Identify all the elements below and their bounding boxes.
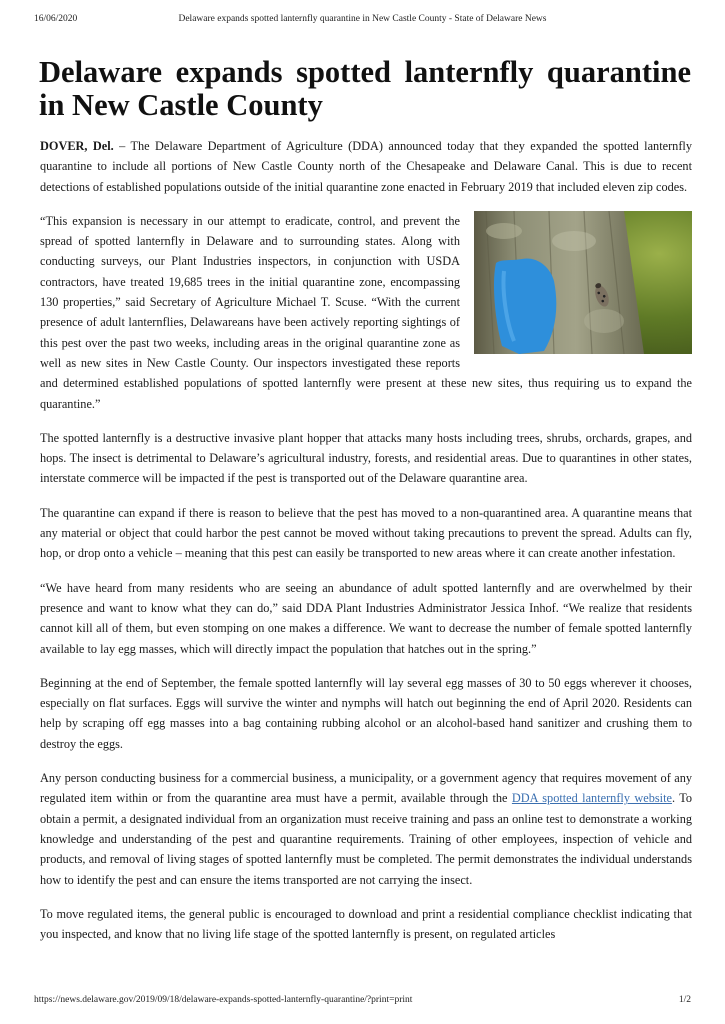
print-footer [34,995,691,1009]
paragraph-secretary-quote: “This expansion is necessary in our attempt to eradicate, control, and prevent the spread of spotted lanternfly in Delaware and to surrounding states. Along with conducting surveys, our Plant Industries inspectors, in conjunction with USDA contractors, have treated 19,685 trees in the initial quarantine zone, encompassing 130 properties,” said Secretary of Agriculture Michael T. Scuse. “With the current presence of adult lanternflies, Delawareans have been actively reporting sightings of this pest over the past two weeks, including areas in the original quarantine zone as well as new sites in New Castle County. Our inspectors investigated these reports and determined established populations of spotted lanternfly were present at these new sites, thus requiring us to expand the quarantine.” [40,213,692,411]
dda-website-link[interactable]: DDA spotted lanternfly website [511,791,672,806]
lanternfly-photo [474,211,692,354]
print-date: 16/06/2020 [34,14,78,24]
paragraph-quarantine-explanation: The quarantine can expand if there is reason to believe that the pest has moved to a non-quarantined area. A quarantine means that any material or object that could harbor the pest cannot be moved without taking precautions to prevent the spread. Adults can fly, hop, or drop onto a vehicle – meaning that this pest can easily be transported to new areas where it can create another infestation. [40,505,692,561]
paragraph-pest-description: The spotted lanternfly is a destructive invasive plant hopper that attacks many hosts including trees, shrubs, orchards, grapes, and hops. The insect is detrimental to Delaware’s agricultural industry, forests, and residential areas. Due to quarantines in other states, interstate commerce will be impacted if the pest is transported out of the Delaware quarantine area. [40,430,692,486]
print-url: https://news.delaware.gov/2019/09/18/delaware-expands-spotted-lanternfly-quarantine/?print=print [34,995,413,1005]
permit-text-after: . To obtain a permit, a designated individual from an organization must receive training and pass an online test to demonstrate a working knowledge and understanding of the pest and quarantine requirements. Training of other employees, inspection of vehicle and products, and removal of living stages of spotted lanternfly must be completed. The permit demonstrates the individual understands how to identify the pest and can ensure the items transported are not carrying the insect. [40,791,693,887]
paragraph-intro [40,136,692,197]
print-header [34,14,691,28]
intro-text: – The Delaware Department of Agriculture (DDA) announced today that they expanded the spotted lanternfly quarantine to include all portions of New Castle County north of the Chesapeake and Delaware Canal. This is due to recent detections of established populations outside of the initial quarantine zone enacted in February 2019 that included eleven zip codes. [40,139,692,194]
lanternfly-on-tree-icon [474,211,692,354]
print-page-title: Delaware expands spotted lanternfly quarantine in New Castle County - State of Delaware News [178,14,547,24]
paragraph-general-public: To move regulated items, the general public is encouraged to download and print a residential compliance checklist indicating that you inspected, and know that no living life stage of the spotted lanternfly is present, on regulated articles [40,906,692,942]
dateline: DOVER, Del. [40,139,114,153]
paragraph-administrator-quote: “We have heard from many residents who are seeing an abundance of adult spotted lanternfly and are overwhelmed by their presence and want to know what they can do,” said DDA Plant Industries Administrator Jessica Inhof. “We realize that residents cannot kill all of them, but even stomping on one makes a difference. We want to decrease the number of female spotted lanternfly available to lay egg masses, which will directly impact the population that hatches out in the spring.” [40,580,692,656]
paragraph-egg-masses: Beginning at the end of September, the female spotted lanternfly will lay several egg masses of 30 to 50 eggs wherever it chooses, especially on flat surfaces. Eggs will survive the winter and nymphs will hatch out beginning the end of April 2020. Residents can help by scraping off egg masses into a bag containing rubbing alcohol or an alcohol-based hand sanitizer and crushing them to destroy the eggs. [40,675,692,751]
paragraph-permit [40,768,692,890]
article-body [40,136,692,958]
permit-text-before: Any person conducting business for a commercial business, a municipality, or a government agency that requires movement of any regulated item within or from the quarantine area must have a permit, available through the [40,771,692,806]
page-number: 1/2 [678,995,691,1005]
article-headline: Delaware expands spotted lanternfly quarantine in New Castle County [39,55,691,122]
